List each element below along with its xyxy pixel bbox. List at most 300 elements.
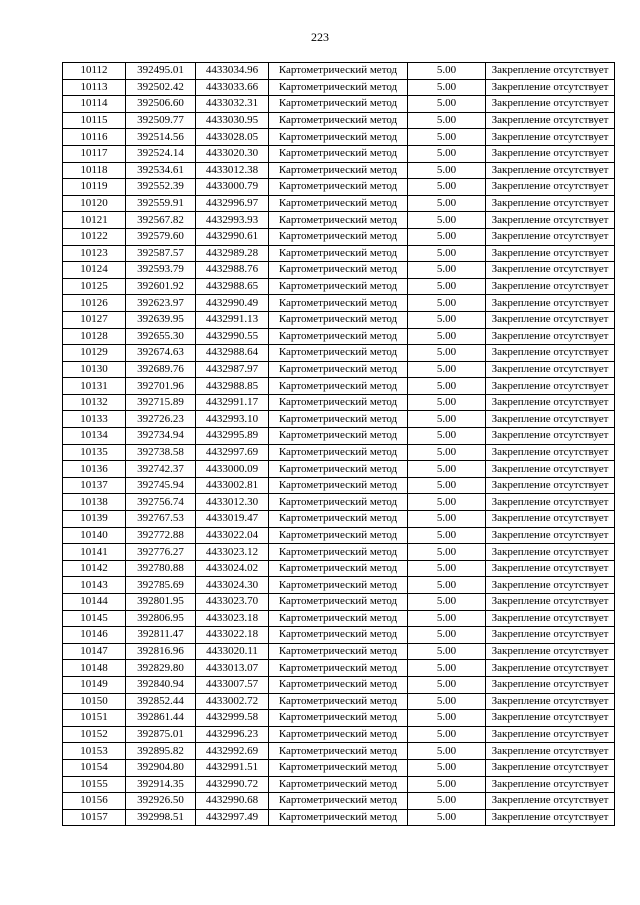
x-coordinate-cell: 392623.97 xyxy=(126,295,196,312)
table-row xyxy=(63,129,615,146)
method-cell: Картометрический метод xyxy=(269,378,408,395)
accuracy-cell: 5.00 xyxy=(408,394,486,411)
x-coordinate-cell: 392875.01 xyxy=(126,726,196,743)
method-cell: Картометрический метод xyxy=(269,245,408,262)
note-cell: Закрепление отсутствует xyxy=(486,63,615,80)
y-coordinate-cell: 4432988.64 xyxy=(196,345,269,362)
method-cell: Картометрический метод xyxy=(269,577,408,594)
y-coordinate-cell: 4432991.17 xyxy=(196,394,269,411)
table-row xyxy=(63,262,615,279)
table-row xyxy=(63,112,615,129)
point-id-cell: 10124 xyxy=(63,262,126,279)
x-coordinate-cell: 392514.56 xyxy=(126,129,196,146)
table-row xyxy=(63,411,615,428)
point-id-cell: 10125 xyxy=(63,278,126,295)
note-cell: Закрепление отсутствует xyxy=(486,809,615,826)
point-id-cell: 10122 xyxy=(63,228,126,245)
table-row xyxy=(63,544,615,561)
x-coordinate-cell: 392745.94 xyxy=(126,477,196,494)
note-cell: Закрепление отсутствует xyxy=(486,262,615,279)
table-row xyxy=(63,676,615,693)
accuracy-cell: 5.00 xyxy=(408,162,486,179)
accuracy-cell: 5.00 xyxy=(408,328,486,345)
note-cell: Закрепление отсутствует xyxy=(486,544,615,561)
point-id-cell: 10144 xyxy=(63,594,126,611)
y-coordinate-cell: 4432988.85 xyxy=(196,378,269,395)
method-cell: Картометрический метод xyxy=(269,328,408,345)
method-cell: Картометрический метод xyxy=(269,361,408,378)
method-cell: Картометрический метод xyxy=(269,345,408,362)
x-coordinate-cell: 392509.77 xyxy=(126,112,196,129)
accuracy-cell: 5.00 xyxy=(408,726,486,743)
y-coordinate-cell: 4432988.65 xyxy=(196,278,269,295)
note-cell: Закрепление отсутствует xyxy=(486,162,615,179)
y-coordinate-cell: 4433028.05 xyxy=(196,129,269,146)
point-id-cell: 10121 xyxy=(63,212,126,229)
table-row xyxy=(63,610,615,627)
note-cell: Закрепление отсутствует xyxy=(486,494,615,511)
y-coordinate-cell: 4433023.18 xyxy=(196,610,269,627)
y-coordinate-cell: 4433030.95 xyxy=(196,112,269,129)
y-coordinate-cell: 4432997.49 xyxy=(196,809,269,826)
x-coordinate-cell: 392776.27 xyxy=(126,544,196,561)
y-coordinate-cell: 4433012.38 xyxy=(196,162,269,179)
accuracy-cell: 5.00 xyxy=(408,809,486,826)
page-number: 223 xyxy=(311,30,329,44)
note-cell: Закрепление отсутствует xyxy=(486,461,615,478)
accuracy-cell: 5.00 xyxy=(408,195,486,212)
note-cell: Закрепление отсутствует xyxy=(486,693,615,710)
y-coordinate-cell: 4432999.58 xyxy=(196,710,269,727)
x-coordinate-cell: 392734.94 xyxy=(126,428,196,445)
method-cell: Картометрический метод xyxy=(269,809,408,826)
y-coordinate-cell: 4433012.30 xyxy=(196,494,269,511)
table-row xyxy=(63,361,615,378)
method-cell: Картометрический метод xyxy=(269,643,408,660)
y-coordinate-cell: 4432991.13 xyxy=(196,311,269,328)
x-coordinate-cell: 392601.92 xyxy=(126,278,196,295)
table-row xyxy=(63,577,615,594)
note-cell: Закрепление отсутствует xyxy=(486,311,615,328)
accuracy-cell: 5.00 xyxy=(408,411,486,428)
y-coordinate-cell: 4433033.66 xyxy=(196,79,269,96)
method-cell: Картометрический метод xyxy=(269,162,408,179)
y-coordinate-cell: 4432987.97 xyxy=(196,361,269,378)
note-cell: Закрепление отсутствует xyxy=(486,726,615,743)
note-cell: Закрепление отсутствует xyxy=(486,394,615,411)
accuracy-cell: 5.00 xyxy=(408,311,486,328)
method-cell: Картометрический метод xyxy=(269,444,408,461)
point-id-cell: 10139 xyxy=(63,511,126,528)
x-coordinate-cell: 392559.91 xyxy=(126,195,196,212)
accuracy-cell: 5.00 xyxy=(408,527,486,544)
y-coordinate-cell: 4432996.23 xyxy=(196,726,269,743)
accuracy-cell: 5.00 xyxy=(408,228,486,245)
y-coordinate-cell: 4433023.12 xyxy=(196,544,269,561)
y-coordinate-cell: 4432993.93 xyxy=(196,212,269,229)
method-cell: Картометрический метод xyxy=(269,511,408,528)
note-cell: Закрепление отсутствует xyxy=(486,710,615,727)
accuracy-cell: 5.00 xyxy=(408,643,486,660)
point-id-cell: 10127 xyxy=(63,311,126,328)
note-cell: Закрепление отсутствует xyxy=(486,594,615,611)
table-row xyxy=(63,79,615,96)
table-row xyxy=(63,793,615,810)
note-cell: Закрепление отсутствует xyxy=(486,378,615,395)
table-row xyxy=(63,726,615,743)
y-coordinate-cell: 4432990.61 xyxy=(196,228,269,245)
note-cell: Закрепление отсутствует xyxy=(486,793,615,810)
note-cell: Закрепление отсутствует xyxy=(486,776,615,793)
y-coordinate-cell: 4432997.69 xyxy=(196,444,269,461)
table-row xyxy=(63,776,615,793)
accuracy-cell: 5.00 xyxy=(408,63,486,80)
point-id-cell: 10141 xyxy=(63,544,126,561)
point-id-cell: 10131 xyxy=(63,378,126,395)
x-coordinate-cell: 392904.80 xyxy=(126,759,196,776)
point-id-cell: 10114 xyxy=(63,96,126,113)
coordinates-table-body xyxy=(63,63,615,826)
point-id-cell: 10152 xyxy=(63,726,126,743)
table-row xyxy=(63,594,615,611)
method-cell: Картометрический метод xyxy=(269,710,408,727)
accuracy-cell: 5.00 xyxy=(408,245,486,262)
point-id-cell: 10149 xyxy=(63,676,126,693)
x-coordinate-cell: 392998.51 xyxy=(126,809,196,826)
x-coordinate-cell: 392639.95 xyxy=(126,311,196,328)
note-cell: Закрепление отсутствует xyxy=(486,245,615,262)
table-row xyxy=(63,710,615,727)
table-row xyxy=(63,378,615,395)
table-row xyxy=(63,527,615,544)
x-coordinate-cell: 392816.96 xyxy=(126,643,196,660)
y-coordinate-cell: 4433022.18 xyxy=(196,627,269,644)
y-coordinate-cell: 4433002.81 xyxy=(196,477,269,494)
y-coordinate-cell: 4433034.96 xyxy=(196,63,269,80)
x-coordinate-cell: 392738.58 xyxy=(126,444,196,461)
point-id-cell: 10126 xyxy=(63,295,126,312)
y-coordinate-cell: 4433020.11 xyxy=(196,643,269,660)
method-cell: Картометрический метод xyxy=(269,610,408,627)
accuracy-cell: 5.00 xyxy=(408,444,486,461)
accuracy-cell: 5.00 xyxy=(408,96,486,113)
x-coordinate-cell: 392895.82 xyxy=(126,743,196,760)
x-coordinate-cell: 392780.88 xyxy=(126,560,196,577)
note-cell: Закрепление отсутствует xyxy=(486,129,615,146)
method-cell: Картометрический метод xyxy=(269,759,408,776)
y-coordinate-cell: 4432990.68 xyxy=(196,793,269,810)
note-cell: Закрепление отсутствует xyxy=(486,643,615,660)
x-coordinate-cell: 392715.89 xyxy=(126,394,196,411)
y-coordinate-cell: 4432996.97 xyxy=(196,195,269,212)
point-id-cell: 10137 xyxy=(63,477,126,494)
method-cell: Картометрический метод xyxy=(269,262,408,279)
accuracy-cell: 5.00 xyxy=(408,262,486,279)
method-cell: Картометрический метод xyxy=(269,394,408,411)
x-coordinate-cell: 392861.44 xyxy=(126,710,196,727)
point-id-cell: 10134 xyxy=(63,428,126,445)
point-id-cell: 10156 xyxy=(63,793,126,810)
point-id-cell: 10151 xyxy=(63,710,126,727)
y-coordinate-cell: 4432990.49 xyxy=(196,295,269,312)
x-coordinate-cell: 392506.60 xyxy=(126,96,196,113)
table-row xyxy=(63,195,615,212)
method-cell: Картометрический метод xyxy=(269,96,408,113)
coordinates-table xyxy=(62,62,615,826)
y-coordinate-cell: 4432992.69 xyxy=(196,743,269,760)
table-row xyxy=(63,428,615,445)
note-cell: Закрепление отсутствует xyxy=(486,212,615,229)
point-id-cell: 10133 xyxy=(63,411,126,428)
point-id-cell: 10157 xyxy=(63,809,126,826)
y-coordinate-cell: 4432990.55 xyxy=(196,328,269,345)
point-id-cell: 10138 xyxy=(63,494,126,511)
y-coordinate-cell: 4433024.30 xyxy=(196,577,269,594)
accuracy-cell: 5.00 xyxy=(408,278,486,295)
point-id-cell: 10113 xyxy=(63,79,126,96)
table-row xyxy=(63,162,615,179)
accuracy-cell: 5.00 xyxy=(408,112,486,129)
accuracy-cell: 5.00 xyxy=(408,627,486,644)
y-coordinate-cell: 4433032.31 xyxy=(196,96,269,113)
point-id-cell: 10116 xyxy=(63,129,126,146)
y-coordinate-cell: 4433007.57 xyxy=(196,676,269,693)
method-cell: Картометрический метод xyxy=(269,278,408,295)
method-cell: Картометрический метод xyxy=(269,726,408,743)
table-row xyxy=(63,63,615,80)
method-cell: Картометрический метод xyxy=(269,428,408,445)
y-coordinate-cell: 4433020.30 xyxy=(196,145,269,162)
note-cell: Закрепление отсутствует xyxy=(486,444,615,461)
y-coordinate-cell: 4432995.89 xyxy=(196,428,269,445)
y-coordinate-cell: 4432991.51 xyxy=(196,759,269,776)
method-cell: Картометрический метод xyxy=(269,79,408,96)
method-cell: Картометрический метод xyxy=(269,112,408,129)
y-coordinate-cell: 4433000.79 xyxy=(196,179,269,196)
point-id-cell: 10128 xyxy=(63,328,126,345)
accuracy-cell: 5.00 xyxy=(408,428,486,445)
note-cell: Закрепление отсутствует xyxy=(486,560,615,577)
method-cell: Картометрический метод xyxy=(269,660,408,677)
note-cell: Закрепление отсутствует xyxy=(486,195,615,212)
point-id-cell: 10118 xyxy=(63,162,126,179)
method-cell: Картометрический метод xyxy=(269,461,408,478)
accuracy-cell: 5.00 xyxy=(408,461,486,478)
table-row xyxy=(63,228,615,245)
x-coordinate-cell: 392926.50 xyxy=(126,793,196,810)
x-coordinate-cell: 392674.63 xyxy=(126,345,196,362)
note-cell: Закрепление отсутствует xyxy=(486,477,615,494)
table-row xyxy=(63,743,615,760)
table-row xyxy=(63,444,615,461)
point-id-cell: 10112 xyxy=(63,63,126,80)
table-row xyxy=(63,693,615,710)
x-coordinate-cell: 392772.88 xyxy=(126,527,196,544)
x-coordinate-cell: 392534.61 xyxy=(126,162,196,179)
accuracy-cell: 5.00 xyxy=(408,378,486,395)
note-cell: Закрепление отсутствует xyxy=(486,411,615,428)
accuracy-cell: 5.00 xyxy=(408,511,486,528)
table-row xyxy=(63,328,615,345)
note-cell: Закрепление отсутствует xyxy=(486,179,615,196)
method-cell: Картометрический метод xyxy=(269,676,408,693)
point-id-cell: 10135 xyxy=(63,444,126,461)
x-coordinate-cell: 392726.23 xyxy=(126,411,196,428)
y-coordinate-cell: 4432988.76 xyxy=(196,262,269,279)
point-id-cell: 10145 xyxy=(63,610,126,627)
table-row xyxy=(63,345,615,362)
method-cell: Картометрический метод xyxy=(269,693,408,710)
point-id-cell: 10119 xyxy=(63,179,126,196)
y-coordinate-cell: 4433023.70 xyxy=(196,594,269,611)
x-coordinate-cell: 392495.01 xyxy=(126,63,196,80)
method-cell: Картометрический метод xyxy=(269,627,408,644)
accuracy-cell: 5.00 xyxy=(408,145,486,162)
table-row xyxy=(63,809,615,826)
x-coordinate-cell: 392655.30 xyxy=(126,328,196,345)
note-cell: Закрепление отсутствует xyxy=(486,361,615,378)
method-cell: Картометрический метод xyxy=(269,477,408,494)
table-row xyxy=(63,179,615,196)
method-cell: Картометрический метод xyxy=(269,63,408,80)
method-cell: Картометрический метод xyxy=(269,494,408,511)
method-cell: Картометрический метод xyxy=(269,560,408,577)
table-row xyxy=(63,477,615,494)
method-cell: Картометрический метод xyxy=(269,411,408,428)
x-coordinate-cell: 392767.53 xyxy=(126,511,196,528)
y-coordinate-cell: 4433002.72 xyxy=(196,693,269,710)
point-id-cell: 10148 xyxy=(63,660,126,677)
x-coordinate-cell: 392579.60 xyxy=(126,228,196,245)
x-coordinate-cell: 392806.95 xyxy=(126,610,196,627)
point-id-cell: 10154 xyxy=(63,759,126,776)
table-row xyxy=(63,245,615,262)
accuracy-cell: 5.00 xyxy=(408,594,486,611)
table-row xyxy=(63,278,615,295)
y-coordinate-cell: 4433019.47 xyxy=(196,511,269,528)
x-coordinate-cell: 392689.76 xyxy=(126,361,196,378)
method-cell: Картометрический метод xyxy=(269,212,408,229)
x-coordinate-cell: 392914.35 xyxy=(126,776,196,793)
method-cell: Картометрический метод xyxy=(269,776,408,793)
accuracy-cell: 5.00 xyxy=(408,560,486,577)
method-cell: Картометрический метод xyxy=(269,179,408,196)
accuracy-cell: 5.00 xyxy=(408,693,486,710)
point-id-cell: 10129 xyxy=(63,345,126,362)
point-id-cell: 10155 xyxy=(63,776,126,793)
x-coordinate-cell: 392587.57 xyxy=(126,245,196,262)
table-row xyxy=(63,295,615,312)
x-coordinate-cell: 392524.14 xyxy=(126,145,196,162)
note-cell: Закрепление отсутствует xyxy=(486,96,615,113)
x-coordinate-cell: 392552.39 xyxy=(126,179,196,196)
accuracy-cell: 5.00 xyxy=(408,610,486,627)
point-id-cell: 10136 xyxy=(63,461,126,478)
table-row xyxy=(63,96,615,113)
y-coordinate-cell: 4432993.10 xyxy=(196,411,269,428)
y-coordinate-cell: 4433000.09 xyxy=(196,461,269,478)
note-cell: Закрепление отсутствует xyxy=(486,577,615,594)
method-cell: Картометрический метод xyxy=(269,129,408,146)
accuracy-cell: 5.00 xyxy=(408,361,486,378)
method-cell: Картометрический метод xyxy=(269,145,408,162)
method-cell: Картометрический метод xyxy=(269,295,408,312)
x-coordinate-cell: 392756.74 xyxy=(126,494,196,511)
note-cell: Закрепление отсутствует xyxy=(486,676,615,693)
x-coordinate-cell: 392829.80 xyxy=(126,660,196,677)
table-row xyxy=(63,627,615,644)
method-cell: Картометрический метод xyxy=(269,743,408,760)
note-cell: Закрепление отсутствует xyxy=(486,527,615,544)
x-coordinate-cell: 392811.47 xyxy=(126,627,196,644)
note-cell: Закрепление отсутствует xyxy=(486,610,615,627)
accuracy-cell: 5.00 xyxy=(408,660,486,677)
x-coordinate-cell: 392567.82 xyxy=(126,212,196,229)
x-coordinate-cell: 392502.42 xyxy=(126,79,196,96)
method-cell: Картометрический метод xyxy=(269,544,408,561)
note-cell: Закрепление отсутствует xyxy=(486,228,615,245)
table-row xyxy=(63,461,615,478)
note-cell: Закрепление отсутствует xyxy=(486,295,615,312)
x-coordinate-cell: 392593.79 xyxy=(126,262,196,279)
table-row xyxy=(63,494,615,511)
table-row xyxy=(63,212,615,229)
note-cell: Закрепление отсутствует xyxy=(486,627,615,644)
x-coordinate-cell: 392801.95 xyxy=(126,594,196,611)
point-id-cell: 10115 xyxy=(63,112,126,129)
method-cell: Картометрический метод xyxy=(269,195,408,212)
x-coordinate-cell: 392840.94 xyxy=(126,676,196,693)
accuracy-cell: 5.00 xyxy=(408,676,486,693)
y-coordinate-cell: 4433024.02 xyxy=(196,560,269,577)
note-cell: Закрепление отсутствует xyxy=(486,428,615,445)
x-coordinate-cell: 392742.37 xyxy=(126,461,196,478)
method-cell: Картометрический метод xyxy=(269,311,408,328)
accuracy-cell: 5.00 xyxy=(408,544,486,561)
accuracy-cell: 5.00 xyxy=(408,345,486,362)
table-row xyxy=(63,511,615,528)
x-coordinate-cell: 392701.96 xyxy=(126,378,196,395)
method-cell: Картометрический метод xyxy=(269,228,408,245)
method-cell: Картометрический метод xyxy=(269,527,408,544)
accuracy-cell: 5.00 xyxy=(408,79,486,96)
point-id-cell: 10132 xyxy=(63,394,126,411)
table-row xyxy=(63,311,615,328)
table-row xyxy=(63,145,615,162)
point-id-cell: 10120 xyxy=(63,195,126,212)
x-coordinate-cell: 392852.44 xyxy=(126,693,196,710)
accuracy-cell: 5.00 xyxy=(408,759,486,776)
note-cell: Закрепление отсутствует xyxy=(486,660,615,677)
y-coordinate-cell: 4433022.04 xyxy=(196,527,269,544)
point-id-cell: 10153 xyxy=(63,743,126,760)
point-id-cell: 10147 xyxy=(63,643,126,660)
method-cell: Картометрический метод xyxy=(269,594,408,611)
note-cell: Закрепление отсутствует xyxy=(486,345,615,362)
accuracy-cell: 5.00 xyxy=(408,129,486,146)
table-row xyxy=(63,560,615,577)
accuracy-cell: 5.00 xyxy=(408,793,486,810)
note-cell: Закрепление отсутствует xyxy=(486,511,615,528)
note-cell: Закрепление отсутствует xyxy=(486,759,615,776)
table-row xyxy=(63,394,615,411)
table-row xyxy=(63,660,615,677)
point-id-cell: 10130 xyxy=(63,361,126,378)
point-id-cell: 10146 xyxy=(63,627,126,644)
y-coordinate-cell: 4432989.28 xyxy=(196,245,269,262)
note-cell: Закрепление отсутствует xyxy=(486,743,615,760)
note-cell: Закрепление отсутствует xyxy=(486,145,615,162)
